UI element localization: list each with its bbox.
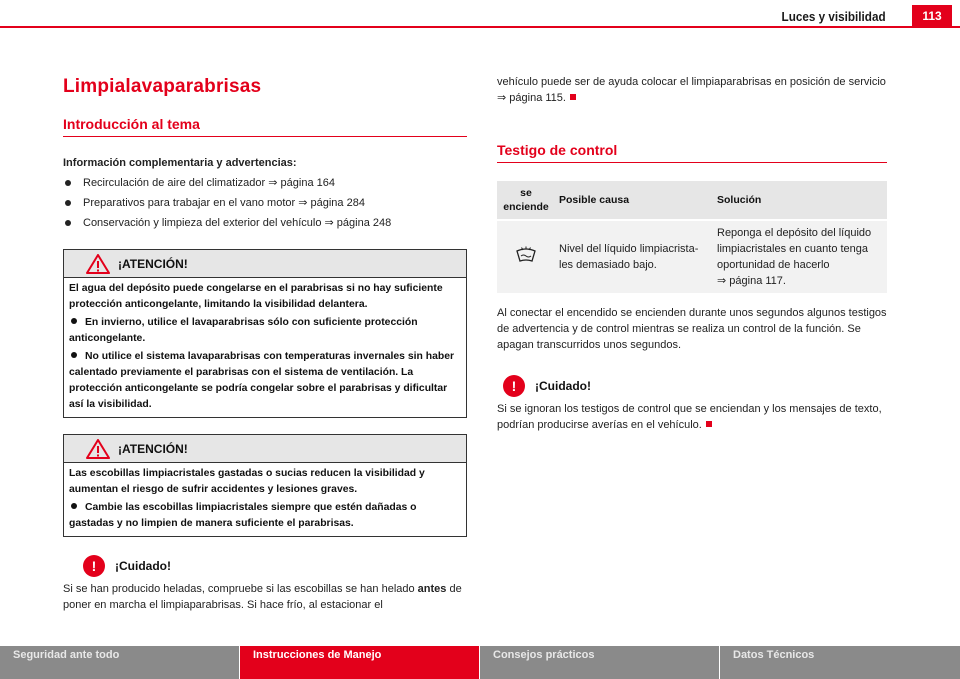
tab-seguridad[interactable]: Seguridad ante todo — [0, 646, 239, 679]
section-title: Limpialavaparabrisas — [63, 76, 262, 97]
warning-triangle-icon — [86, 254, 110, 274]
bullet-icon — [71, 352, 77, 358]
table-header-row — [497, 181, 887, 219]
page-link[interactable]: ⇒ página 284 — [298, 197, 365, 209]
end-of-section-icon — [706, 421, 712, 427]
chapter-title: Luces y visibilidad — [781, 9, 886, 24]
table-row — [497, 219, 887, 293]
column-header: se enciende — [497, 181, 555, 219]
end-of-section-icon — [570, 94, 576, 100]
caution-exclamation-icon: ! — [83, 555, 105, 577]
page-link[interactable]: ⇒ página 115. — [497, 92, 566, 104]
page-link[interactable]: ⇒ página 248 — [324, 217, 392, 229]
page-number: 113 — [912, 5, 952, 28]
warning-item: No utilice el sistema lavaparabrisas con temperaturas invernales sin haber calentado previamente el parabrisas con el sistema de ventilación. La protección anticongelante se podría congelar sobre el parabrisas y dificultar así la visibilidad. — [69, 351, 455, 410]
reference-list — [63, 173, 467, 233]
list-item: Preparativos para trabajar en el vano motor ⇒ página 284 — [63, 193, 467, 213]
warning-item: Cambie las escobillas limpiacristales siempre que estén dañadas o gastadas y no limpien de manera suficiente el parabrisas. — [69, 502, 417, 529]
warning-title: ¡ATENCIÓN! — [118, 441, 188, 456]
page-link[interactable]: ⇒ página 117. — [717, 275, 786, 287]
page-link[interactable]: ⇒ página 164 — [268, 177, 335, 189]
tab-datos[interactable]: Datos Técnicos — [720, 646, 960, 679]
tab-consejos[interactable]: Consejos prácticos — [480, 646, 719, 679]
warning-box-antifreeze — [63, 249, 467, 418]
warning-header — [64, 250, 466, 278]
caution-title: ¡Cuidado! — [535, 379, 591, 393]
warning-intro: Las escobillas limpiacristales gastadas o sucias reducen la visibilidad y aumentan el riesgo de sufrir accidentes y lesiones graves. — [69, 468, 425, 495]
bullet-icon — [71, 503, 77, 509]
column-header: Solución — [713, 181, 887, 219]
washer-fluid-icon — [514, 246, 538, 264]
caution-text: Si se ignoran los testigos de control que se enciendan y los mensajes de texto, podrían producirse averías en el vehículo. — [497, 403, 882, 431]
warning-body — [64, 463, 466, 536]
right-column — [497, 76, 887, 433]
warning-triangle-icon — [86, 439, 110, 459]
ignition-paragraph: Al conectar el encendido se encienden durante unos segundos algunos testigos de advertencia y de control mientras se realiza un control de la función. Se apagan transcurridos unos segundos. — [497, 307, 887, 351]
table-cell-solution: Reponga el depósito del líquido limpiacristales en cuanto tenga oportunidad de hacerlo ⇒ página 117. — [713, 219, 887, 293]
header-rule — [0, 26, 960, 28]
caution-text: Si se han producido heladas, compruebe si las escobillas se han helado antes de poner en marcha el limpiaparabrisas. Si hace frío, al estacionar el — [63, 583, 462, 611]
list-item: Recirculación de aire del climatizador ⇒ página 164 — [63, 173, 467, 193]
continuation-text: vehículo puede ser de ayuda colocar el limpiaparabrisas en posición de servicio ⇒ página 115. — [497, 76, 886, 104]
left-column — [63, 76, 467, 613]
caution-header — [83, 555, 467, 577]
indicator-table — [497, 181, 887, 293]
warning-body — [64, 278, 466, 417]
warning-title: ¡ATENCIÓN! — [118, 256, 188, 271]
caution-exclamation-icon: ! — [503, 375, 525, 397]
warning-item: En invierno, utilice el lavaparabrisas sólo con suficiente protección anticongelante. — [69, 317, 418, 344]
info-label: Información complementaria y advertencias: — [63, 157, 297, 169]
tab-instrucciones[interactable]: Instrucciones de Manejo — [240, 646, 479, 679]
table-cell-cause: Nivel del líquido limpiacrista-les demasiado bajo. — [555, 219, 713, 293]
testigo-heading: Testigo de control — [497, 142, 887, 163]
column-header: Posible causa — [555, 181, 713, 219]
warning-header — [64, 435, 466, 463]
list-item: Conservación y limpieza del exterior del vehículo ⇒ página 248 — [63, 213, 467, 233]
intro-heading: Introducción al tema — [63, 116, 467, 137]
caution-title: ¡Cuidado! — [115, 559, 171, 573]
caution-header — [503, 375, 887, 397]
warning-intro: El agua del depósito puede congelarse en el parabrisas si no hay suficiente protección anticongelante, limitando la visibilidad delantera. — [69, 283, 443, 310]
footer-nav — [0, 646, 960, 679]
table-cell-icon — [497, 219, 555, 293]
bullet-icon — [71, 318, 77, 324]
warning-box-wipers — [63, 434, 467, 537]
